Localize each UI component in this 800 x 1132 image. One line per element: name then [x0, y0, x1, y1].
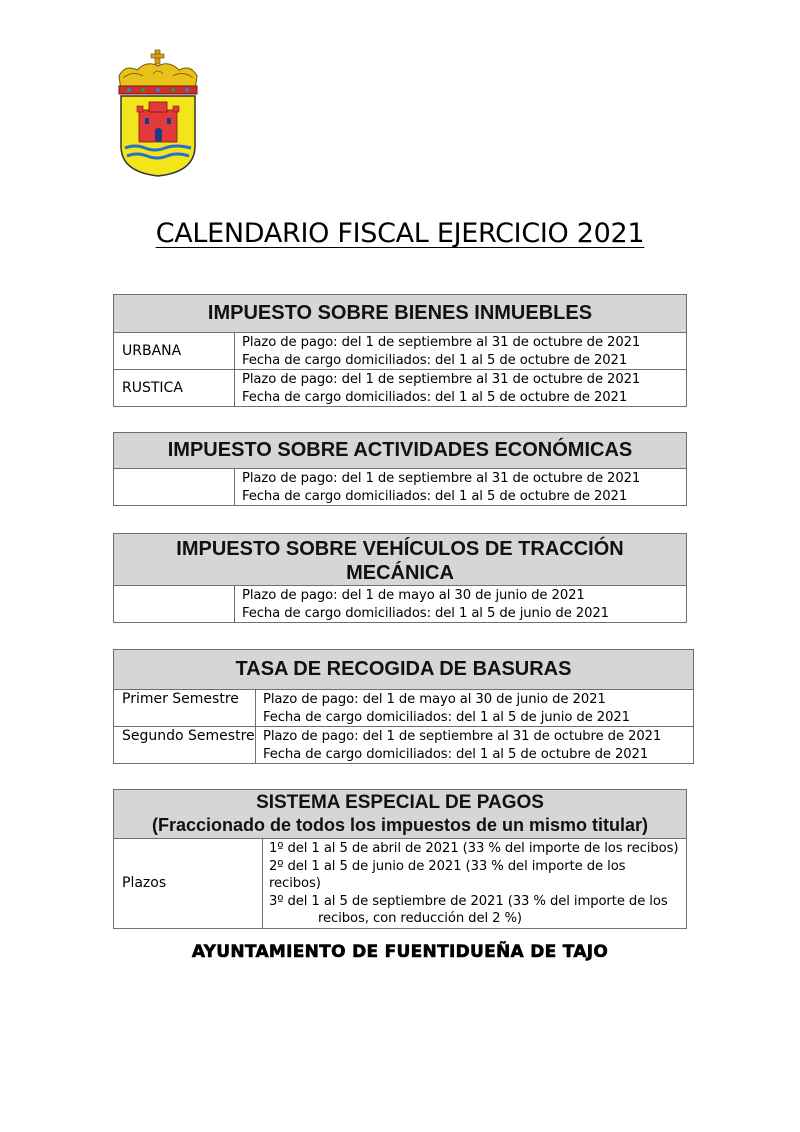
iae-table [113, 432, 687, 506]
table-row [114, 586, 687, 623]
payment-period-text: Plazo de pago: del 1 de septiembre al 31 de octubre de 2021 [242, 471, 641, 486]
ibi-table [113, 294, 687, 407]
payment-period-text: Plazo de pago: del 1 de septiembre al 31 de octubre de 2021 [242, 372, 641, 387]
table-row [114, 690, 694, 727]
sistema-heading: SISTEMA ESPECIAL DE PAGOS (Fraccionado de todos los impuestos de un mismo titular) [114, 790, 687, 839]
table-row [114, 333, 687, 370]
document-title: CALENDARIO FISCAL EJERCICIO 2021 [155, 218, 645, 249]
direct-debit-date-text: Fecha de cargo domiciliados: del 1 al 5 de octubre de 2021 [242, 352, 628, 368]
ibi-row-label: RUSTICA [114, 370, 235, 407]
direct-debit-date-text: Fecha de cargo domiciliados: del 1 al 5 de junio de 2021 [263, 709, 630, 725]
direct-debit-date-text: Fecha de cargo domiciliados: del 1 al 5 de octubre de 2021 [263, 746, 649, 762]
installment-3-text: 3º del 1 al 5 de septiembre de 2021 (33 % del importe de los [269, 893, 668, 909]
ibi-row-label: URBANA [114, 333, 235, 370]
payment-period-text: Plazo de pago: del 1 de septiembre al 31 de octubre de 2021 [263, 729, 662, 744]
basuras-table [113, 649, 694, 764]
payment-period-text: Plazo de pago: del 1 de septiembre al 31 de octubre de 2021 [242, 335, 641, 350]
table-row [114, 839, 687, 929]
direct-debit-date-text: Fecha de cargo domiciliados: del 1 al 5 de octubre de 2021 [242, 488, 628, 504]
ivtm-table [113, 533, 687, 623]
direct-debit-date-text: Fecha de cargo domiciliados: del 1 al 5 de junio de 2021 [242, 605, 609, 621]
installment-2-text: 2º del 1 al 5 de junio de 2021 (33 % del importe de los recibos) [269, 858, 626, 892]
installment-3-continuation: recibos, con reducción del 2 %) [318, 911, 522, 927]
basuras-heading: TASA DE RECOGIDA DE BASURAS [114, 650, 694, 690]
payment-period-text: Plazo de pago: del 1 de mayo al 30 de junio de 2021 [242, 588, 585, 603]
ibi-heading: IMPUESTO SOBRE BIENES INMUEBLES [114, 295, 687, 333]
table-row [114, 370, 687, 407]
direct-debit-date-text: Fecha de cargo domiciliados: del 1 al 5 de octubre de 2021 [242, 389, 628, 405]
semester-label: Segundo Semestre [114, 727, 256, 764]
table-row [114, 727, 694, 764]
payment-period-text: Plazo de pago: del 1 de mayo al 30 de junio de 2021 [263, 692, 606, 707]
installment-1-text: 1º del 1 al 5 de abril de 2021 (33 % del importe de los recibos) [269, 841, 679, 856]
sistema-subheading: (Fraccionado de todos los impuestos de un mismo titular) [151, 815, 649, 835]
coat-of-arms-logo [113, 48, 203, 180]
footer-municipality: AYUNTAMIENTO DE FUENTIDUEÑA DE TAJO [191, 942, 609, 962]
ivtm-heading: IMPUESTO SOBRE VEHÍCULOS DE TRACCIÓN MECÁNICA [114, 534, 687, 586]
semester-label: Primer Semestre [114, 690, 256, 727]
iae-heading: IMPUESTO SOBRE ACTIVIDADES ECONÓMICAS [114, 433, 687, 469]
plazos-label: Plazos [114, 839, 263, 929]
sistema-especial-table [113, 789, 687, 929]
table-row [114, 469, 687, 506]
